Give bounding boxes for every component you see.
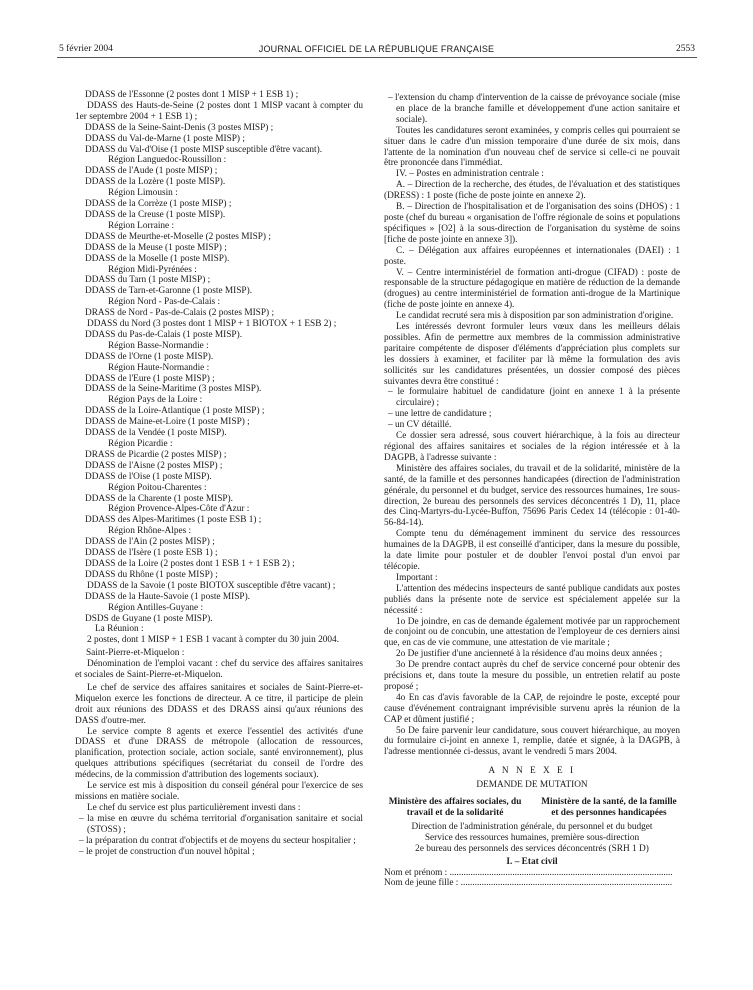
text-line: DDASS des Hauts-de-Seine (2 postes dont 1 MISP vacant à compter du 1er septembre 2004 + 1 ESB 1) ;	[75, 100, 363, 122]
paragraph: – un CV détaillé.	[388, 420, 452, 431]
text-line: Région Antilles-Guyane :	[108, 602, 204, 613]
text-line: Saint-Pierre-et-Miquelon :	[86, 648, 185, 659]
page-number: 2553	[676, 44, 695, 54]
text-line: La Réunion :	[95, 624, 144, 635]
text-line: DDASS de la Corrèze (1 poste MISP) ;	[85, 199, 232, 210]
text-line: Le service est mis à disposition du conseil général pour l'exercice de ses missions en matière sociale.	[75, 781, 363, 802]
header-rule	[57, 57, 697, 58]
annexe-title: A N N E X E I	[488, 766, 576, 777]
annexe-subtitle: DEMANDE DE MUTATION	[476, 780, 588, 791]
text-line: DDASS de la Creuse (1 poste MISP).	[85, 209, 226, 220]
text-line: – la mise en œuvre du schéma territorial d'organisation sanitaire et social (STOSS) ;	[79, 813, 363, 835]
paragraph: 1o De joindre, en cas de demande également motivée par un rapprochement de conjoint ou de concubin, une attestation de l'employeur de ces derniers ainsi que, en cas de vie commune, une attestation de vie maritale ;	[384, 616, 680, 649]
paragraph: Ce dossier sera adressé, sous couvert hiérarchique, à la fois au directeur régional des affaires sanitaires et sociales de la région intéressée et à la DAGPB, à l'adresse suivante :	[384, 431, 680, 463]
text-line: DDASS de la Seine-Maritime (3 postes MISP).	[85, 384, 262, 395]
paragraph: Important :	[396, 572, 438, 583]
text-line: DDASS de la Haute-Savoie (1 poste MISP).	[85, 591, 251, 602]
paragraph: – l'extension du champ d'intervention de la caisse de prévoyance sociale (mise en place de la branche famille et développement d'une action sanitaire et sociale).	[388, 93, 680, 125]
text-line: DSDS de Guyane (1 poste MISP).	[85, 613, 213, 624]
right-column	[384, 93, 680, 889]
paragraph: A. – Direction de la recherche, des études, de l'évaluation et des statistiques (DRESS) : 1 poste (fiche de poste jointe en annexe 2).	[384, 180, 680, 202]
text-line: DDASS de Meurthe-et-Moselle (2 postes MISP) ;	[85, 231, 271, 242]
text-line: Région Limousin :	[108, 188, 178, 199]
text-line: Région Picardie :	[108, 439, 173, 449]
paragraph: Les intéressés devront formuler leurs vœux dans les meilleurs délais possibles. Afin de permettre aux membres de la commission administrative paritaire compétente de disposer d'éléments d'appréciation plus complets sur les dossiers à examiner, et faciliter par là même la formulation des avis sollicités sur les candidatures présentées, un dossier composé des pièces suivantes devra être constitué :	[384, 322, 680, 387]
text-line: DDASS de la Savoie (1 poste BIOTOX susceptible d'être vacant) ;	[87, 580, 336, 591]
text-line: Région Midi-Pyrénées :	[108, 264, 197, 275]
text-line: Région Nord - Pas-de-Calais :	[108, 297, 221, 308]
paragraph: V. – Centre interministériel de formation anti-drogue (CIFAD) : poste de responsable de la structure pédagogique en matière de réduction de la demande (drogues) au centre interministériel de formation anti-drogue de la Martinique (fiche de poste jointe en annexe 4).	[384, 267, 680, 311]
text-line: DDASS de l'Aisne (2 postes MISP) ;	[85, 460, 223, 471]
text-line: DRASS de Nord - Pas-de-Calais (2 postes MISP) ;	[85, 308, 275, 319]
text-line: DDASS de la Charente (1 poste MISP).	[85, 493, 233, 504]
etat-civil-heading: I. – Etat civil	[506, 856, 558, 867]
text-line: 2 postes, dont 1 MISP + 1 ESB 1 vacant à compter du 30 juin 2004.	[87, 635, 340, 646]
text-line: DDASS de l'Orne (1 poste MISP).	[85, 351, 214, 362]
direction-line: Direction de l'administration générale, du personnel et du budget	[411, 821, 653, 832]
text-line: – le projet de construction d'un nouvel hôpital ;	[79, 846, 255, 857]
text-line: DDASS de la Seine-Saint-Denis (3 postes MISP) ;	[85, 122, 274, 133]
text-line: Dénomination de l'emploi vacant : chef du service des affaires sanitaires et sociales de Saint-Pierre-et-Miquelon.	[75, 659, 363, 681]
text-line: DDASS de la Loire (2 postes dont 1 ESB 1 + 1 ESB 2) ;	[85, 558, 295, 569]
text-line: DDASS du Tarn (1 poste MISP) ;	[85, 275, 211, 286]
paragraph: – une lettre de candidature ;	[388, 409, 492, 420]
paragraph: 5o De faire parvenir leur candidature, sous couvert hiérarchique, au moyen du formulaire ci-joint en annexe 1, remplie, datée et signée, à la DAGPB, à l'adresse mentionnée ci-dessus, avant le vendredi 5 mars 2004.	[384, 725, 680, 758]
text-line: DDASS du Val-d'Oise (1 poste MISP susceptible d'être vacant).	[85, 144, 323, 155]
text-line: DDASS de Tarn-et-Garonne (1 poste MISP).	[85, 286, 253, 297]
text-line: DDASS des Alpes-Maritimes (1 poste ESB 1) ;	[85, 515, 262, 526]
paragraph: L'attention des médecins inspecteurs de santé publique candidats aux postes publiés dans la présente note de service est spécialement appelée sur la nécessité :	[384, 583, 680, 616]
text-line: DDASS du Rhône (1 poste MISP) ;	[85, 569, 218, 580]
text-line: DDASS de la Loire-Atlantique (1 poste MISP) ;	[85, 406, 265, 417]
text-line: DDASS de l'Oise (1 poste MISP).	[85, 471, 212, 482]
text-line: DDASS du Val-de-Marne (1 poste MISP) ;	[85, 133, 245, 144]
journal-title: JOURNAL OFFICIEL DE LA RÉPUBLIQUE FRANÇAISE	[258, 44, 495, 54]
text-line: Région Pays de la Loire :	[108, 395, 203, 406]
text-line: DDASS de l'Ain (2 postes MISP) ;	[85, 537, 215, 548]
text-line: DDASS de l'Eure (1 poste MISP) ;	[85, 373, 215, 384]
ministry-right: Ministère de la santé, de la famille et des personnes handicapées	[541, 797, 677, 818]
text-line: DDASS du Nord (3 postes dont 1 MISP + 1 BIOTOX + 1 ESB 2) ;	[87, 319, 337, 330]
right-paragraphs	[384, 93, 680, 758]
text-line: DDASS de l'Isère (1 poste ESB 1) ;	[85, 548, 218, 559]
text-line: Le chef du service est plus particulièrement investi dans :	[87, 802, 301, 813]
text-line: DDASS de la Moselle (1 poste MISP).	[85, 253, 230, 264]
ministries-block	[384, 797, 680, 818]
text-line: Région Poitou-Charentes :	[108, 482, 207, 493]
paragraph: – le formulaire habituel de candidature (joint en annexe 1 à la présente circulaire) ;	[388, 387, 680, 409]
text-line: Région Rhône-Alpes :	[108, 526, 192, 537]
text-line: DDASS de l'Aude (1 poste MISP) ;	[85, 166, 218, 177]
text-line: Région Lorraine :	[108, 220, 175, 231]
paragraph: Le candidat recruté sera mis à disposition par son administration d'origine.	[396, 311, 674, 322]
paragraph: Ministère des affaires sociales, du travail et de la solidarité, ministère de la santé, de la famille et des personnes handicapées (direction de l'administration générale, du personnel et du budget, service des ressources humaines, 1re sous-direction, 2e bureau des personnels des services déconcentrés 1 D), 11, place des Cinq-Martyrs-du-Lycée-Buffon, 75696 Paris Cedex 14 (télécopie : 01-40-56-84-14).	[384, 463, 680, 529]
paragraph: Compte tenu du déménagement imminent du service des ressources humaines de la DAGPB, il est conseillé d'anticiper, dans la mesure du possible, la date limite pour postuler et de doubler l'envoi postal d'un envoi par télécopie.	[384, 529, 680, 572]
paragraph: IV. – Postes en administration centrale :	[396, 169, 544, 180]
direction-line: 2e bureau des personnels des services déconcentrés (SRH 1 D)	[415, 843, 649, 854]
text-line: DDASS de la Lozère (1 poste MISP).	[85, 177, 226, 188]
left-column	[75, 90, 363, 857]
text-line: Région Languedoc-Roussillon :	[108, 155, 227, 166]
text-line: DDASS de Maine-et-Loire (1 poste MISP) ;	[85, 417, 250, 428]
text-line: Le service compte 8 agents et exerce l'essentiel des activités d'une DDASS et d'une DRASS de métropole (allocation de ressources, planification, protection sociale, action sociale, santé environnement), plus quelques attributions spécifiques (secrétariat du conseil de l'ordre des médecins, de la commission d'attribution des logements sociaux).	[75, 726, 363, 781]
nom-prenom-field[interactable]: Nom et prénom : ................................................................................................	[384, 867, 673, 878]
paragraph: Toutes les candidatures seront examinées, y compris celles qui pourraient se situer dans le cadre d'un mission temporaire d'une durée de six mois, dans l'attente de la nomination d'un nouveau chef de service si celle-ci ne pouvait être prononcée dans l'immédiat.	[384, 125, 680, 169]
text-line: Région Basse-Normandie :	[108, 340, 209, 351]
text-line: Le chef de service des affaires sanitaires et sociales de Saint-Pierre-et-Miquelon exerce les fonctions de directeur. A ce titre, il participe de plein droit aux réunions des DDASS et des DRASS ainsi qu'aux réunions des DASS d'outre-mer.	[75, 682, 363, 726]
text-line: Région Provence-Alpes-Côte d'Azur :	[108, 504, 250, 515]
paragraph: 2o De justifier d'une ancienneté à la résidence d'au moins deux années ;	[396, 649, 663, 660]
text-line: DDASS de la Meuse (1 poste MISP) ;	[85, 242, 227, 253]
paragraph: B. – Direction de l'hospitalisation et de l'organisation des soins (DHOS) : 1 poste (chef du bureau « organisation de l'offre régionale de soins et populations spécifiques » [O2] à la sous-direction de l'organisation du système de soins [fiche de poste jointe en annexe 3]).	[384, 202, 680, 245]
text-line: – la préparation du contrat d'objectifs et de moyens du secteur hospitalier ;	[79, 835, 356, 846]
header-date: 5 février 2004	[59, 44, 113, 54]
text-line: Région Haute-Normandie :	[108, 362, 210, 373]
text-line: DDASS de la Vendée (1 poste MISP).	[85, 428, 227, 439]
paragraph: C. – Délégation aux affaires européennes et internationales (DAEI) : 1 poste.	[384, 245, 680, 267]
text-line: DRASS de Picardie (2 postes MISP) ;	[85, 449, 227, 460]
paragraph: 4o En cas d'avis favorable de la CAP, de rejoindre le poste, excepté pour cause d'événement contraignant imprévisible survenu après la réunion de la CAP et dûment justifié ;	[384, 692, 680, 725]
text-line: DDASS du Pas-de-Calais (1 poste MISP).	[85, 329, 243, 340]
text-line: DDASS de l'Essonne (2 postes dont 1 MISP + 1 ESB 1) ;	[85, 90, 299, 100]
direction-line: Service des ressources humaines, première sous-direction	[424, 832, 640, 843]
nom-jeune-fille-field[interactable]: Nom de jeune fille : ...........................................................................................	[384, 878, 673, 889]
paragraph: 3o De prendre contact auprès du chef de service concerné pour obtenir des précisions et, dans toute la mesure du possible, un entretien relatif au poste proposé ;	[384, 660, 680, 692]
ministry-left: Ministère des affaires sociales, du travail et de la solidarité	[388, 797, 522, 818]
